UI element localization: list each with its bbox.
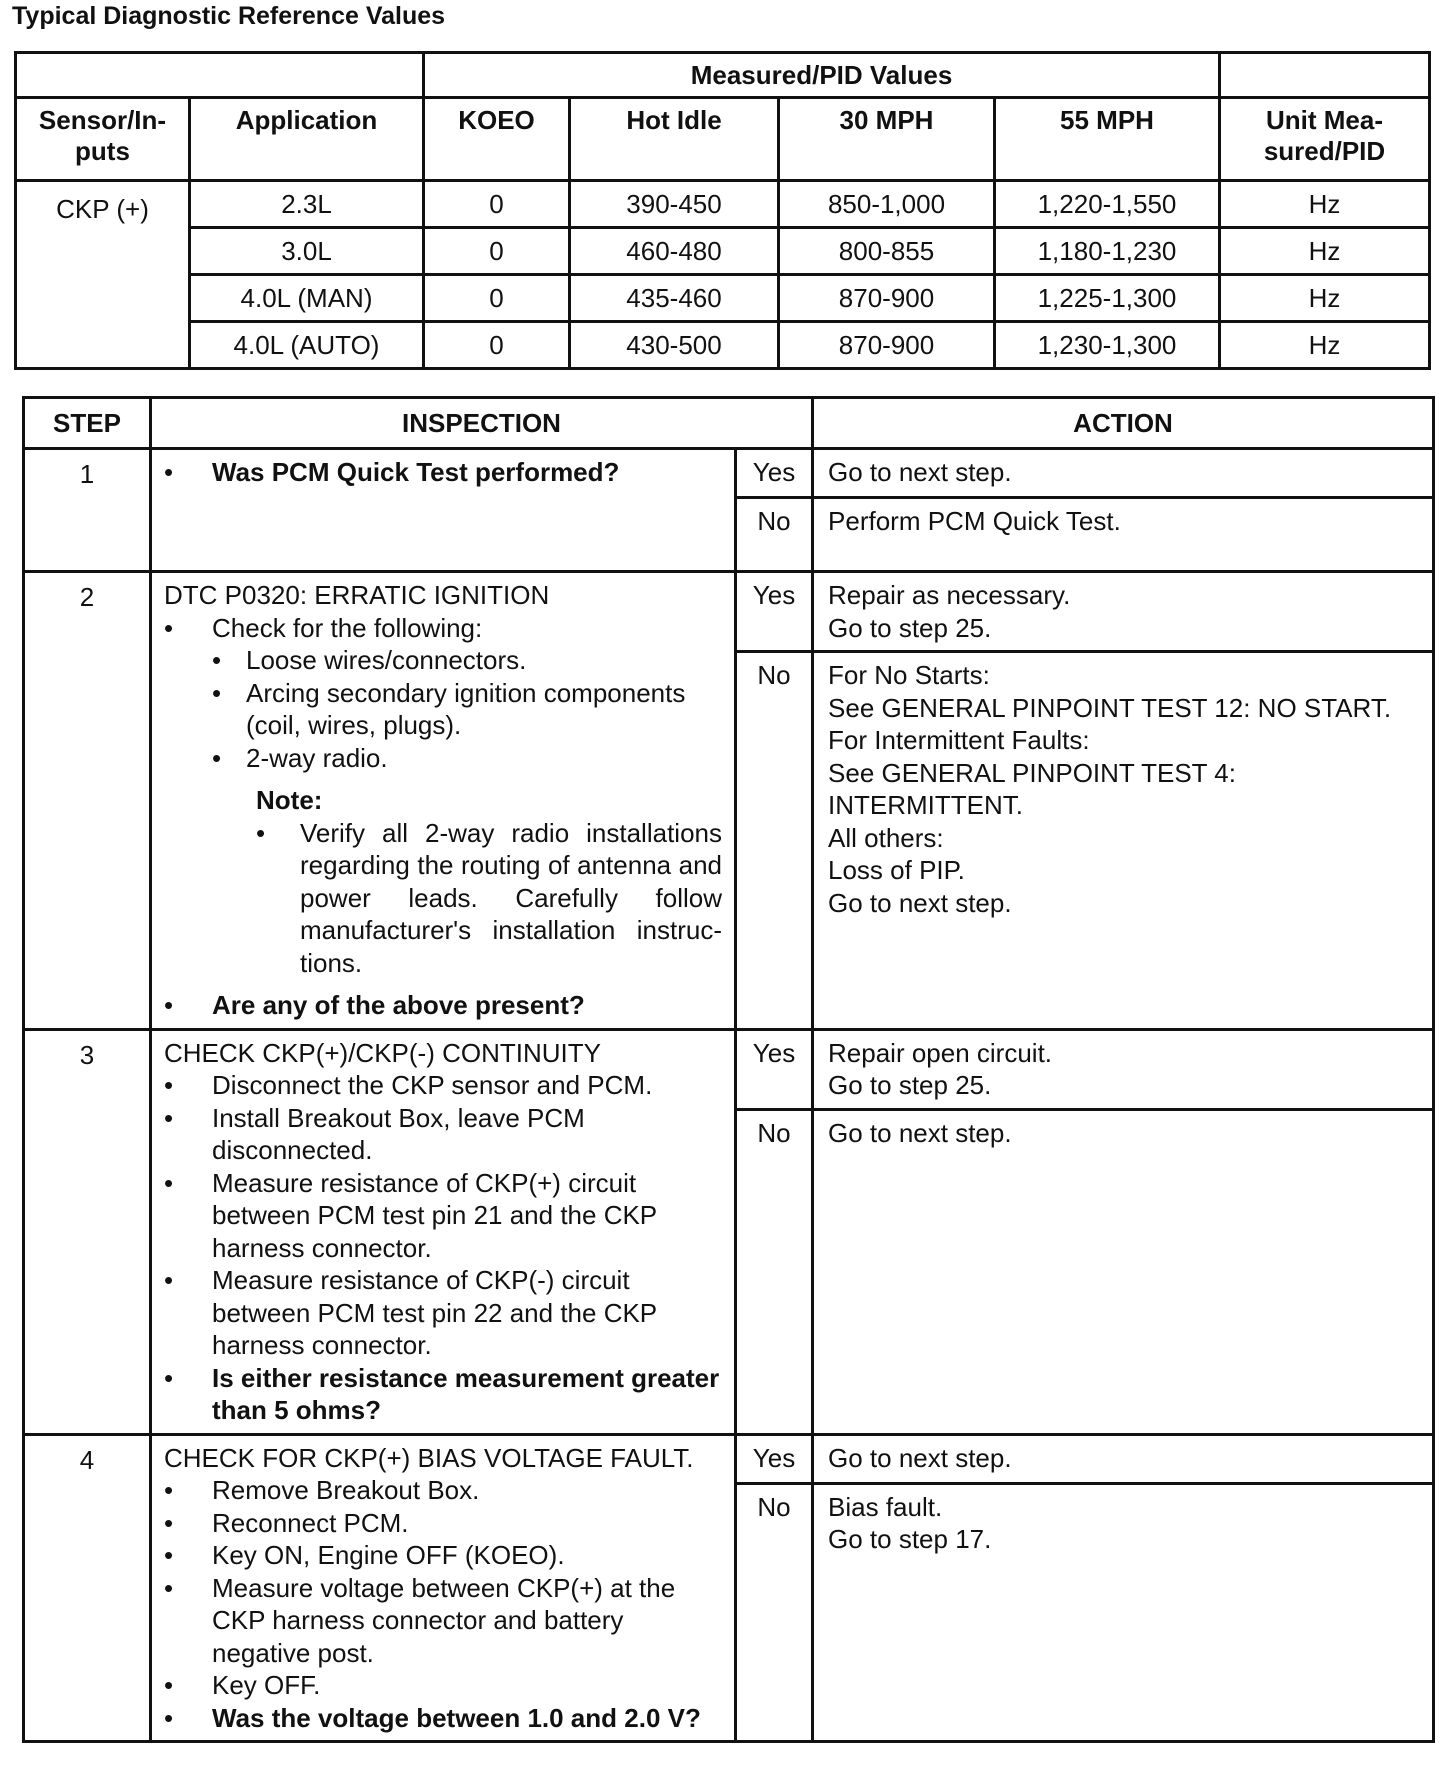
yes-label: Yes (736, 1434, 813, 1483)
koeo-cell: 0 (424, 275, 570, 322)
mph55-cell: 1,180-1,230 (995, 228, 1220, 275)
hot-idle-cell: 435-460 (570, 275, 779, 322)
col-header-application: Application (190, 98, 424, 181)
note-text: Verify all 2-way radio installations regarding the routing of antenna and power leads. Carefully follow manufacturer's installation instruc-tions. (300, 817, 722, 978)
step-row (24, 1434, 1434, 1483)
inspection-heading: DTC P0320: ERRATIC IGNITION (164, 580, 550, 610)
action-line: Go to step 25. (828, 612, 992, 643)
koeo-cell: 0 (424, 322, 570, 369)
inspection-question: Was PCM Quick Test performed? (212, 457, 620, 487)
bullet: • (164, 1362, 174, 1393)
unit-cell: Hz (1220, 228, 1430, 275)
koeo-cell: 0 (424, 181, 570, 228)
bullet: • (164, 1475, 174, 1505)
bullet: • (164, 1102, 174, 1133)
col-header-hot-idle: Hot Idle (570, 98, 779, 181)
inspection-bullet: Remove Breakout Box. (212, 1475, 480, 1505)
mph30-cell: 800-855 (779, 228, 995, 275)
mph55-cell: 1,230-1,300 (995, 322, 1220, 369)
action-line: Go to next step. (828, 1117, 1012, 1148)
bullet: • (164, 1670, 174, 1700)
sensor-cell: CKP (+) (16, 181, 190, 369)
inspection-bullet: Key ON, Engine OFF (KOEO). (212, 1540, 565, 1570)
bullet: • (212, 742, 222, 773)
bullet: • (164, 1070, 174, 1100)
table-row (16, 275, 1430, 322)
yes-action-cell (813, 449, 1434, 498)
mph55-cell: 1,225-1,300 (995, 275, 1220, 322)
step-number: 1 (24, 449, 151, 572)
no-action-cell (813, 652, 1434, 1030)
hot-idle-cell: 460-480 (570, 228, 779, 275)
col-header-koeo: KOEO (424, 98, 570, 181)
note-label: Note: (256, 785, 323, 815)
action-line: Bias fault. (828, 1491, 943, 1522)
col-header-30mph: 30 MPH (779, 98, 995, 181)
inspection-question: Are any of the above present? (212, 990, 585, 1020)
application-cell: 4.0L (AUTO) (190, 322, 424, 369)
step-number: 2 (24, 572, 151, 1030)
unit-cell: Hz (1220, 322, 1430, 369)
action-line: Go to step 25. (828, 1070, 992, 1100)
action-line: Go to next step. (828, 887, 1012, 918)
action-line: Perform PCM Quick Test. (828, 506, 1121, 536)
inspection-question: Was the voltage between 1.0 and 2.0 V? (212, 1702, 701, 1733)
koeo-cell: 0 (424, 228, 570, 275)
inspection-sub-bullet: 2-way radio. (246, 742, 388, 773)
bullet: • (164, 1167, 174, 1198)
inspection-cell (151, 449, 736, 572)
col-header-action: ACTION (813, 398, 1434, 449)
inspection-cell (151, 1029, 736, 1434)
action-line: Loss of PIP. (828, 855, 965, 885)
hot-idle-cell: 390-450 (570, 181, 779, 228)
bullet: • (164, 1265, 174, 1295)
step-row (24, 572, 1434, 652)
inspection-question: Is either resistance measurement greater than 5 ohms? (212, 1362, 720, 1425)
bullet: • (256, 817, 266, 848)
bullet: • (164, 990, 174, 1020)
application-cell: 3.0L (190, 228, 424, 275)
yes-label: Yes (736, 449, 813, 498)
yes-label: Yes (736, 1029, 813, 1109)
yes-action-cell (813, 572, 1434, 652)
col-header-sensor: Sensor/In-puts (16, 98, 190, 181)
inspection-heading: CHECK FOR CKP(+) BIAS VOLTAGE FAULT. (164, 1442, 694, 1473)
bullet: • (164, 1702, 174, 1733)
inspection-bullet: Key OFF. (212, 1670, 321, 1700)
col-header-55mph: 55 MPH (995, 98, 1220, 181)
hot-idle-cell: 430-500 (570, 322, 779, 369)
no-label: No (736, 1109, 813, 1434)
action-line: All others: (828, 822, 944, 853)
application-cell: 2.3L (190, 181, 424, 228)
action-line: Repair open circuit. (828, 1037, 1053, 1068)
mph30-cell: 870-900 (779, 322, 995, 369)
action-line: Go to next step. (828, 1442, 1012, 1473)
measured-pid-group-header: Measured/PID Values (424, 53, 1220, 98)
action-line: For Intermittent Faults: (828, 725, 1090, 755)
no-label: No (736, 498, 813, 572)
inspection-cell (151, 1434, 736, 1742)
mph30-cell: 850-1,000 (779, 181, 995, 228)
action-line: Go to step 17. (828, 1524, 992, 1554)
col-header-step: STEP (24, 398, 151, 449)
no-action-cell (813, 1109, 1434, 1434)
bullet: • (164, 1540, 174, 1570)
action-line: See GENERAL PINPOINT TEST 4: INTERMITTENT. (828, 757, 1236, 820)
inspection-bullet: Reconnect PCM. (212, 1507, 409, 1538)
yes-action-cell (813, 1434, 1434, 1483)
mph55-cell: 1,220-1,550 (995, 181, 1220, 228)
inspection-bullet: Measure resistance of CKP(-) circuit between PCM test pin 22 and the CKP harness connector. (212, 1265, 657, 1360)
yes-label: Yes (736, 572, 813, 652)
bullet: • (164, 612, 174, 643)
bullet: • (164, 1572, 174, 1603)
table-row (16, 228, 1430, 275)
action-line: Repair as necessary. (828, 580, 1071, 610)
step-number: 3 (24, 1029, 151, 1434)
diagnostic-steps-table (22, 396, 1435, 1743)
bullet: • (212, 645, 222, 675)
inspection-bullet: Install Breakout Box, leave PCM disconnected. (212, 1102, 585, 1165)
inspection-bullet: Measure resistance of CKP(+) circuit between PCM test pin 21 and the CKP harness connector. (212, 1167, 657, 1263)
no-label: No (736, 1483, 813, 1742)
action-line: Go to next step. (828, 457, 1012, 487)
step-row (24, 1029, 1434, 1109)
action-line: For No Starts: (828, 660, 990, 690)
table-row (16, 322, 1430, 369)
col-header-inspection: INSPECTION (151, 398, 813, 449)
table-row (16, 181, 1430, 228)
col-header-unit: Unit Mea-sured/PID (1220, 98, 1430, 181)
inspection-bullet: Check for the following: (212, 612, 483, 643)
inspection-sub-bullet: Loose wires/connectors. (246, 645, 527, 675)
no-label: No (736, 652, 813, 1030)
bullet: • (164, 457, 174, 487)
inspection-heading: CHECK CKP(+)/CKP(-) CONTINUITY (164, 1037, 601, 1068)
inspection-bullet: Disconnect the CKP sensor and PCM. (212, 1070, 653, 1100)
inspection-bullet: Measure voltage between CKP(+) at the CKP harness connector and battery negative post. (212, 1572, 676, 1668)
blank-header-cell (1220, 53, 1430, 98)
step-row (24, 449, 1434, 498)
unit-cell: Hz (1220, 181, 1430, 228)
inspection-sub-bullet: Arcing secondary ignition components (coil, wires, plugs). (246, 677, 686, 740)
bullet: • (212, 677, 222, 708)
unit-cell: Hz (1220, 275, 1430, 322)
blank-header-cell (16, 53, 424, 98)
yes-action-cell (813, 1029, 1434, 1109)
bullet: • (164, 1507, 174, 1538)
inspection-cell (151, 572, 736, 1030)
page-title: Typical Diagnostic Reference Values (12, 2, 446, 30)
application-cell: 4.0L (MAN) (190, 275, 424, 322)
reference-values-table (14, 51, 1431, 370)
no-action-cell (813, 1483, 1434, 1742)
step-number: 4 (24, 1434, 151, 1742)
mph30-cell: 870-900 (779, 275, 995, 322)
no-action-cell (813, 498, 1434, 572)
action-line: See GENERAL PINPOINT TEST 12: NO START. (828, 692, 1392, 723)
